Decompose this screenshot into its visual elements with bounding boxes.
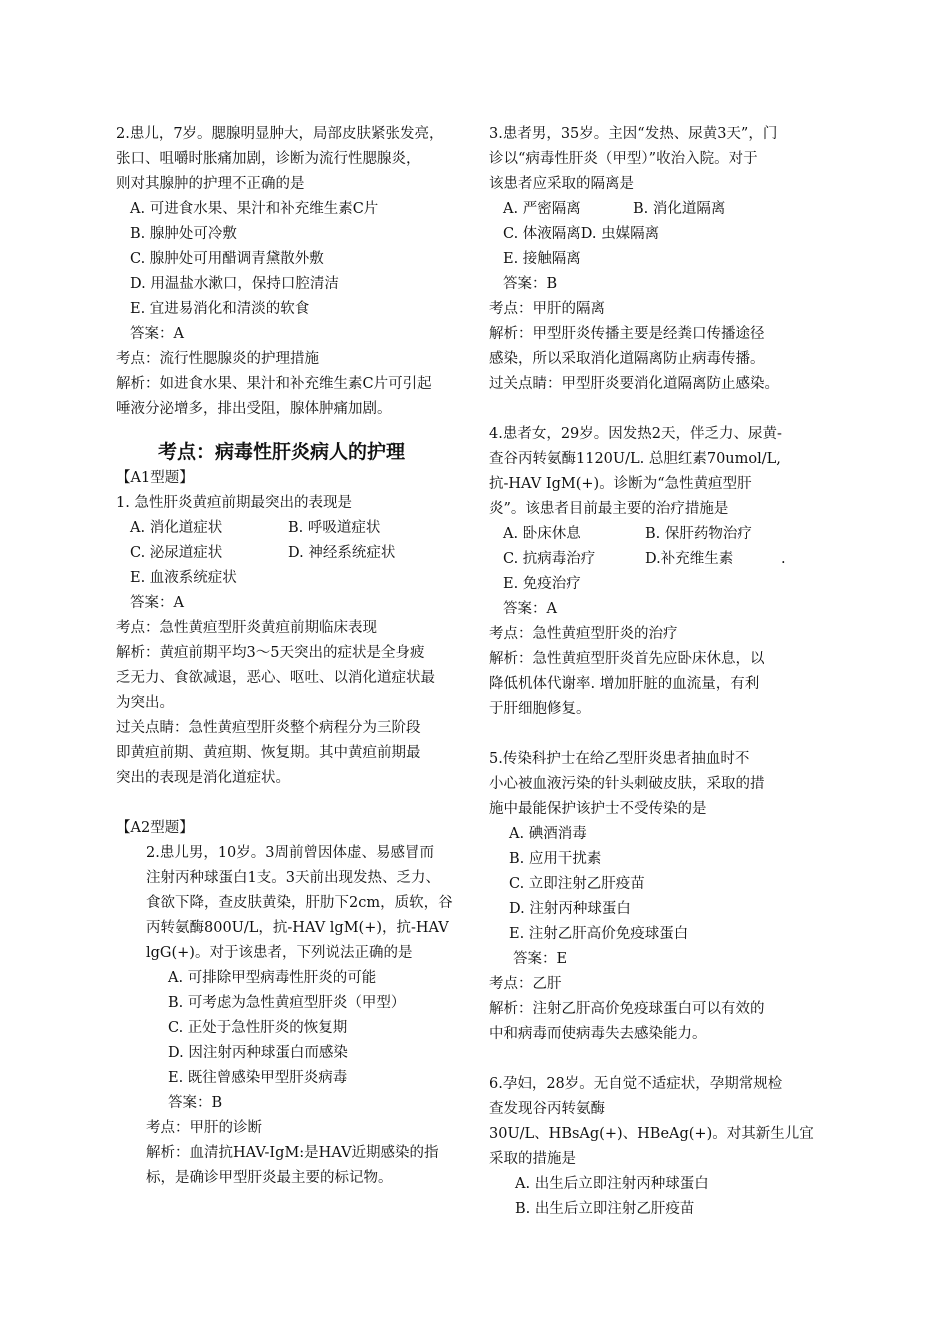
answer-option: D. 因注射丙种球蛋白而感染: [168, 1045, 348, 1061]
explanation-line: 解析：黄疸前期平均3～5天突出的症状是全身疲: [116, 645, 425, 661]
explanation-line: 中和病毒而使病毒失去感染能力。: [489, 1026, 707, 1042]
answer-line: 答案：A: [130, 326, 184, 342]
question-jaundice-treatment: [489, 422, 839, 722]
question-stem: lgG(+)。对于该患者，下列说法正确的是: [146, 945, 413, 961]
question-stem: 诊以“病毒性肝炎（甲型）”收治入院。对于: [489, 151, 758, 167]
question-stem: 施中最能保护该护士不受传染的是: [489, 801, 707, 817]
option-row: [489, 547, 839, 572]
answer-line: 答案：B: [168, 1095, 223, 1111]
answer-line: 答案：E: [513, 951, 568, 967]
answer-option: A. 可进食水果、果汁和补充维生素C片: [130, 201, 379, 217]
explanation-line: 感染，所以采取消化道隔离防止病毒传播。: [489, 351, 765, 367]
explanation-line: 为突出。: [116, 695, 174, 711]
explanation-line: 降低机体代谢率. 增加肝脏的血流量，有利: [489, 676, 760, 692]
answer-option: E. 宜进易消化和清淡的软食: [130, 301, 310, 317]
question-mumps-nursing: [116, 122, 472, 422]
answer-option: B. 腺肿处可冷敷: [130, 226, 237, 242]
answer-option: C. 正处于急性肝炎的恢复期: [168, 1020, 348, 1036]
stray-dot: .: [781, 551, 786, 567]
question-type-label: 【A2型题】: [116, 820, 194, 836]
question-stem: 食欲下降，查皮肤黄染，肝肋下2cm，质软，谷: [146, 895, 453, 911]
answer-option: B. 出生后立即注射乙肝疫苗: [515, 1201, 695, 1217]
key-point-line: 过关点睛：急性黄疸型肝炎整个病程分为三阶段: [116, 720, 421, 736]
answer-option: D. 注射丙种球蛋白: [509, 901, 631, 917]
kaodian-line: 考点：乙肝: [489, 976, 562, 992]
kaodian-line: 考点：甲肝的诊断: [146, 1120, 262, 1136]
explanation-line: 解析：注射乙肝高价免疫球蛋白可以有效的: [489, 1001, 765, 1017]
question-stem: 查发现谷丙转氨酶: [489, 1101, 605, 1117]
answer-option: E. 注射乙肝高价免疫球蛋白: [509, 926, 689, 942]
question-stem: 3.患者男，35岁。主因“发热、尿黄3天”，门: [489, 126, 778, 142]
answer-option: A. 消化道症状: [130, 520, 223, 536]
question-stem: 采取的措施是: [489, 1151, 576, 1167]
answer-option: A. 严密隔离: [503, 201, 581, 217]
question-stem: 小心被血液污染的针头刺破皮肤，采取的措: [489, 776, 765, 792]
answer-option: B. 消化道隔离: [633, 201, 726, 217]
question-hepatitis-a-isolation: [489, 122, 839, 397]
kaodian-line: 考点：甲肝的隔离: [489, 301, 605, 317]
explanation-line: 解析：甲型肝炎传播主要是经粪口传播途径: [489, 326, 765, 342]
answer-option: C. 抗病毒治疗: [503, 551, 596, 567]
answer-option: A. 碘酒消毒: [509, 826, 587, 842]
question-type-label: 【A1型题】: [116, 470, 194, 486]
explanation-line: 标，是确诊甲型肝炎最主要的标记物。: [146, 1170, 393, 1186]
answer-option: E. 既往曾感染甲型肝炎病毒: [168, 1070, 348, 1086]
question-newborn-measures: [489, 1072, 839, 1222]
question-stem: 6.孕妇，28岁。无自觉不适症状，孕期常规检: [489, 1076, 783, 1092]
explanation-line: 唾液分泌增多，排出受阻，腺体肿痛加剧。: [116, 401, 392, 417]
question-stem: 2.患儿男，10岁。3周前曾因体虚、易感冒而: [146, 845, 435, 861]
question-hepatitis-a-diagnosis: [116, 841, 472, 1191]
answer-option: D.补充维生素: [645, 551, 734, 567]
answer-option: C. 立即注射乙肝疫苗: [509, 876, 645, 892]
answer-option: A. 可排除甲型病毒性肝炎的可能: [168, 970, 377, 986]
answer-option: D. 用温盐水漱口，保持口腔清洁: [130, 276, 339, 292]
explanation-line: 乏无力、食欲减退，恶心、呕吐、以消化道症状最: [116, 670, 435, 686]
left-column: [116, 122, 472, 1191]
answer-line: 答案：B: [503, 276, 558, 292]
question-stem: 张口、咀嚼时胀痛加剧，诊断为流行性腮腺炎，: [116, 151, 421, 167]
option-row: [116, 541, 472, 566]
key-point-line: 突出的表现是消化道症状。: [116, 770, 290, 786]
answer-option: C. 腺肿处可用醋调青黛散外敷: [130, 251, 324, 267]
answer-option: C. 体液隔离D. 虫媒隔离: [503, 226, 660, 242]
key-point-line: 即黄疸前期、黄疸期、恢复期。其中黄疸前期最: [116, 745, 421, 761]
kaodian-line: 考点：急性黄疸型肝炎的治疗: [489, 626, 678, 642]
explanation-line: 解析：血清抗HAV-IgM:是HAV近期感染的指: [146, 1145, 439, 1161]
question-stem: 2.患儿，7岁。腮腺明显肿大，局部皮肤紧张发亮，: [116, 126, 444, 142]
answer-option: C. 泌尿道症状: [130, 545, 223, 561]
question-stem: 4.患者女，29岁。因发热2天，伴乏力、尿黄-: [489, 426, 782, 442]
answer-option: A. 出生后立即注射丙种球蛋白: [515, 1176, 709, 1192]
answer-option: B. 可考虑为急性黄疸型肝炎（甲型）: [168, 995, 406, 1011]
question-needlestick-protection: [489, 747, 839, 1047]
answer-option: B. 应用干扰素: [509, 851, 602, 867]
answer-option: E. 免疫治疗: [503, 576, 581, 592]
explanation-line: 解析：如进食水果、果汁和补充维生素C片可引起: [116, 376, 432, 392]
explanation-line: 解析：急性黄疸型肝炎首先应卧床休息，以: [489, 651, 765, 667]
answer-option: E. 血液系统症状: [130, 570, 237, 586]
answer-option: B. 保肝药物治疗: [645, 526, 752, 542]
kaodian-line: 考点：流行性腮腺炎的护理措施: [116, 351, 319, 367]
question-stem: 30U/L、HBsAg(+)、HBeAg(+)。对其新生儿宜: [489, 1126, 814, 1142]
answer-line: 答案：A: [130, 595, 184, 611]
right-column: [489, 122, 839, 1222]
question-jaundice-prodrome: [116, 491, 472, 791]
answer-option: A. 卧床休息: [503, 526, 581, 542]
option-row: [116, 516, 472, 541]
answer-option: D. 神经系统症状: [288, 545, 396, 561]
question-stem: 5.传染科护士在给乙型肝炎患者抽血时不: [489, 751, 750, 767]
question-stem: 1. 急性肝炎黄疸前期最突出的表现是: [116, 495, 352, 511]
answer-option: B. 呼吸道症状: [288, 520, 381, 536]
question-stem: 注射丙种球蛋白1支。3天前出现发热、乏力、: [146, 870, 440, 886]
kaodian-line: 考点：急性黄疸型肝炎黄疸前期临床表现: [116, 620, 377, 636]
question-stem: 该患者应采取的隔离是: [489, 176, 634, 192]
key-point-line: 过关点睛：甲型肝炎要消化道隔离防止感染。: [489, 376, 779, 392]
question-stem: 丙转氨酶800U/L，抗-HAV lgM(+)，抗-HAV: [146, 920, 449, 936]
question-stem: 查谷丙转氨酶1120U/L. 总胆红素70umol/L,: [489, 451, 781, 467]
option-row: [489, 197, 839, 222]
question-stem: 抗-HAV IgM(+)。诊断为“急性黄疸型肝: [489, 476, 752, 492]
answer-option: E. 接触隔离: [503, 251, 581, 267]
question-stem: 炎”。该患者目前最主要的治疗措施是: [489, 501, 729, 517]
answer-line: 答案：A: [503, 601, 557, 617]
option-row: [489, 522, 839, 547]
section-heading: 考点：病毒性肝炎病人的护理: [158, 441, 406, 463]
question-stem: 则对其腺肿的护理不正确的是: [116, 176, 305, 192]
explanation-line: 于肝细胞修复。: [489, 701, 591, 717]
